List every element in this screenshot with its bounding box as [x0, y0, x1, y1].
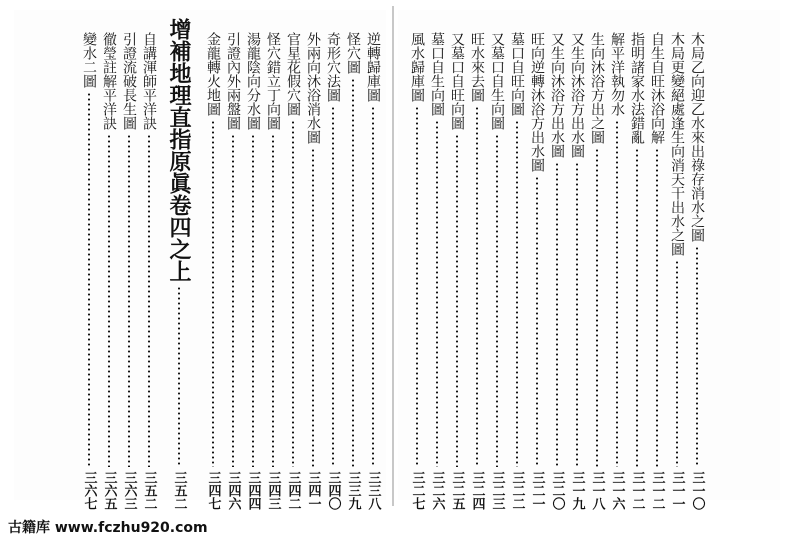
toc-entry-title: 奇形穴法圖: [325, 32, 341, 102]
toc-entry[interactable]: [102, 32, 116, 510]
toc-entry-title: 自講渾師平洋訣: [141, 32, 157, 130]
toc-entry-page: 三六七: [81, 471, 97, 510]
toc-entry-title: 旺向逆轉沐浴方出水圖: [529, 32, 545, 172]
toc-entry-title: 墓口自旺向圖: [509, 32, 525, 116]
dotted-leader: [128, 134, 130, 467]
toc-entry-page: 三四一: [305, 471, 321, 510]
dotted-leader: [352, 78, 354, 467]
toc-entry-title: 又生向沐浴方出水圖: [569, 32, 585, 158]
dotted-leader: [148, 134, 150, 467]
toc-entry-page: 三三八: [365, 471, 381, 510]
toc-entry-title: 自生自旺沐浴向解: [649, 32, 665, 144]
dotted-leader: [212, 120, 214, 467]
toc-entry-page: 三六五: [101, 471, 117, 510]
toc-entry[interactable]: [410, 32, 424, 510]
toc-entry-page: 三三九: [345, 471, 361, 510]
toc-entry-page: 三四六: [225, 471, 241, 510]
toc-entry[interactable]: [326, 32, 340, 510]
toc-entry-page: 三一〇: [689, 471, 705, 510]
section-heading[interactable]: [168, 18, 190, 510]
dotted-leader: [476, 106, 478, 467]
toc-entry-page: 三二七: [409, 471, 425, 510]
toc-entry[interactable]: [206, 32, 220, 510]
toc-entry[interactable]: [246, 32, 260, 510]
toc-entry-page: 三二〇: [549, 471, 565, 510]
toc-entry-title: 又墓口自生向圖: [489, 32, 505, 130]
toc-entry[interactable]: [650, 32, 664, 510]
toc-entry-page: 三二二: [509, 471, 525, 510]
toc-entry-title: 旺水來去圖: [469, 32, 485, 102]
toc-entry[interactable]: [690, 32, 704, 510]
dotted-leader: [292, 120, 294, 467]
toc-entry-page: 三六三: [121, 471, 137, 510]
toc-entry-page: 三二三: [489, 471, 505, 510]
toc-entry[interactable]: [306, 32, 320, 510]
toc-entry[interactable]: [490, 32, 504, 510]
toc-entry-page: 三四二: [285, 471, 301, 510]
toc-entry[interactable]: [430, 32, 444, 510]
dotted-leader: [178, 286, 180, 467]
left-page: [14, 10, 386, 510]
dotted-leader: [616, 120, 618, 467]
toc-entry-title: 金龍轉火地圖: [205, 32, 221, 116]
dotted-leader: [456, 134, 458, 467]
toc-entry[interactable]: [82, 32, 96, 510]
toc-entry-title: 生向沐浴方出之圖: [589, 32, 605, 144]
dotted-leader: [516, 120, 518, 467]
toc-entry[interactable]: [630, 32, 644, 510]
dotted-leader: [556, 162, 558, 467]
toc-entry-title: 木局更變絕處逢生向消天干出水之圖: [669, 32, 685, 256]
toc-entry-title: 變水二圖: [81, 32, 97, 88]
toc-entry-page: 三二一: [529, 471, 545, 510]
dotted-leader: [596, 148, 598, 467]
toc-entry[interactable]: [346, 32, 360, 510]
toc-entry-page: 三二五: [449, 471, 465, 510]
toc-entry-title: 怪穴錯立丁向圖: [265, 32, 281, 130]
dotted-leader: [656, 148, 658, 467]
toc-entry-title: 墓口自生向圖: [429, 32, 445, 116]
toc-entry-title: 怪穴圖: [345, 32, 361, 74]
toc-entry[interactable]: [550, 32, 564, 510]
dotted-leader: [436, 120, 438, 467]
toc-entry[interactable]: [366, 32, 380, 510]
right-page: [398, 10, 780, 510]
toc-entry[interactable]: [530, 32, 544, 510]
toc-entry-page: 三一二: [629, 471, 645, 510]
toc-entry-title: 引證內外兩盤圖: [225, 32, 241, 130]
toc-entry-page: 三四三: [265, 471, 281, 510]
toc-entry-title: 又生向沐浴方出水圖: [549, 32, 565, 158]
toc-entry-page: 三四四: [245, 471, 261, 510]
toc-entry-page: 三一二: [649, 471, 665, 510]
toc-entry-page: 三二六: [429, 471, 445, 510]
toc-entry-title: 官星花假穴圖: [285, 32, 301, 116]
toc-entry-title: 外兩向沐浴消水圖: [305, 32, 321, 144]
toc-entry-title: 木局乙向迎乙水來出祿存消水之圖: [689, 32, 705, 242]
dotted-leader: [636, 148, 638, 467]
toc-entry-page: 三五二: [141, 471, 157, 510]
toc-entry-page: 三一六: [609, 471, 625, 510]
dotted-leader: [252, 134, 254, 467]
dotted-leader: [496, 134, 498, 467]
dotted-leader: [272, 134, 274, 467]
toc-entry-page: 三一八: [589, 471, 605, 510]
toc-entry[interactable]: [510, 32, 524, 510]
toc-entry-title: 引證流破長生圖: [121, 32, 137, 130]
toc-entry[interactable]: [610, 32, 624, 510]
dotted-leader: [332, 106, 334, 467]
toc-entry-title: 湯龍陰向分水圖: [245, 32, 261, 130]
dotted-leader: [232, 134, 234, 467]
site-watermark[interactable]: 古籍库 www.fczhu920.com: [8, 520, 208, 536]
toc-entry[interactable]: [226, 32, 240, 510]
toc-entry-page: 三五二: [171, 471, 187, 510]
toc-entry-page: 三一九: [569, 471, 585, 510]
dotted-leader: [88, 92, 90, 467]
dotted-leader: [312, 148, 314, 467]
toc-entry[interactable]: [142, 32, 156, 510]
dotted-leader: [696, 246, 698, 467]
toc-entry-title: 徹瑩註解平洋訣: [101, 32, 117, 130]
toc-entry[interactable]: [286, 32, 300, 510]
toc-entry[interactable]: [266, 32, 280, 510]
toc-entry-title: 逆轉歸庫圖: [365, 32, 381, 102]
toc-entry[interactable]: [570, 32, 584, 510]
toc-entry-title: 風水歸庫圖: [409, 32, 425, 102]
toc-entry-page: 三四〇: [325, 471, 341, 510]
toc-entry[interactable]: [670, 32, 684, 510]
book-spine: [392, 6, 394, 506]
dotted-leader: [536, 176, 538, 467]
toc-entry-page: 三四七: [205, 471, 221, 510]
toc-entry[interactable]: [590, 32, 604, 510]
dotted-leader: [372, 106, 374, 467]
dotted-leader: [676, 260, 678, 467]
dotted-leader: [108, 134, 110, 467]
toc-entry-page: 三一一: [669, 471, 685, 510]
toc-entry-title: 又墓口自旺向圖: [449, 32, 465, 130]
toc-entry-page: 三二四: [469, 471, 485, 510]
toc-entry[interactable]: [470, 32, 484, 510]
toc-entry-title: 指明諸家水法錯亂: [629, 32, 645, 144]
toc-entry[interactable]: [450, 32, 464, 510]
dotted-leader: [576, 162, 578, 467]
dotted-leader: [416, 106, 418, 467]
section-title: 增補地理直指原眞卷四之上: [166, 18, 192, 282]
toc-entry[interactable]: [122, 32, 136, 510]
toc-entry-title: 解平洋執勿水: [609, 32, 625, 116]
